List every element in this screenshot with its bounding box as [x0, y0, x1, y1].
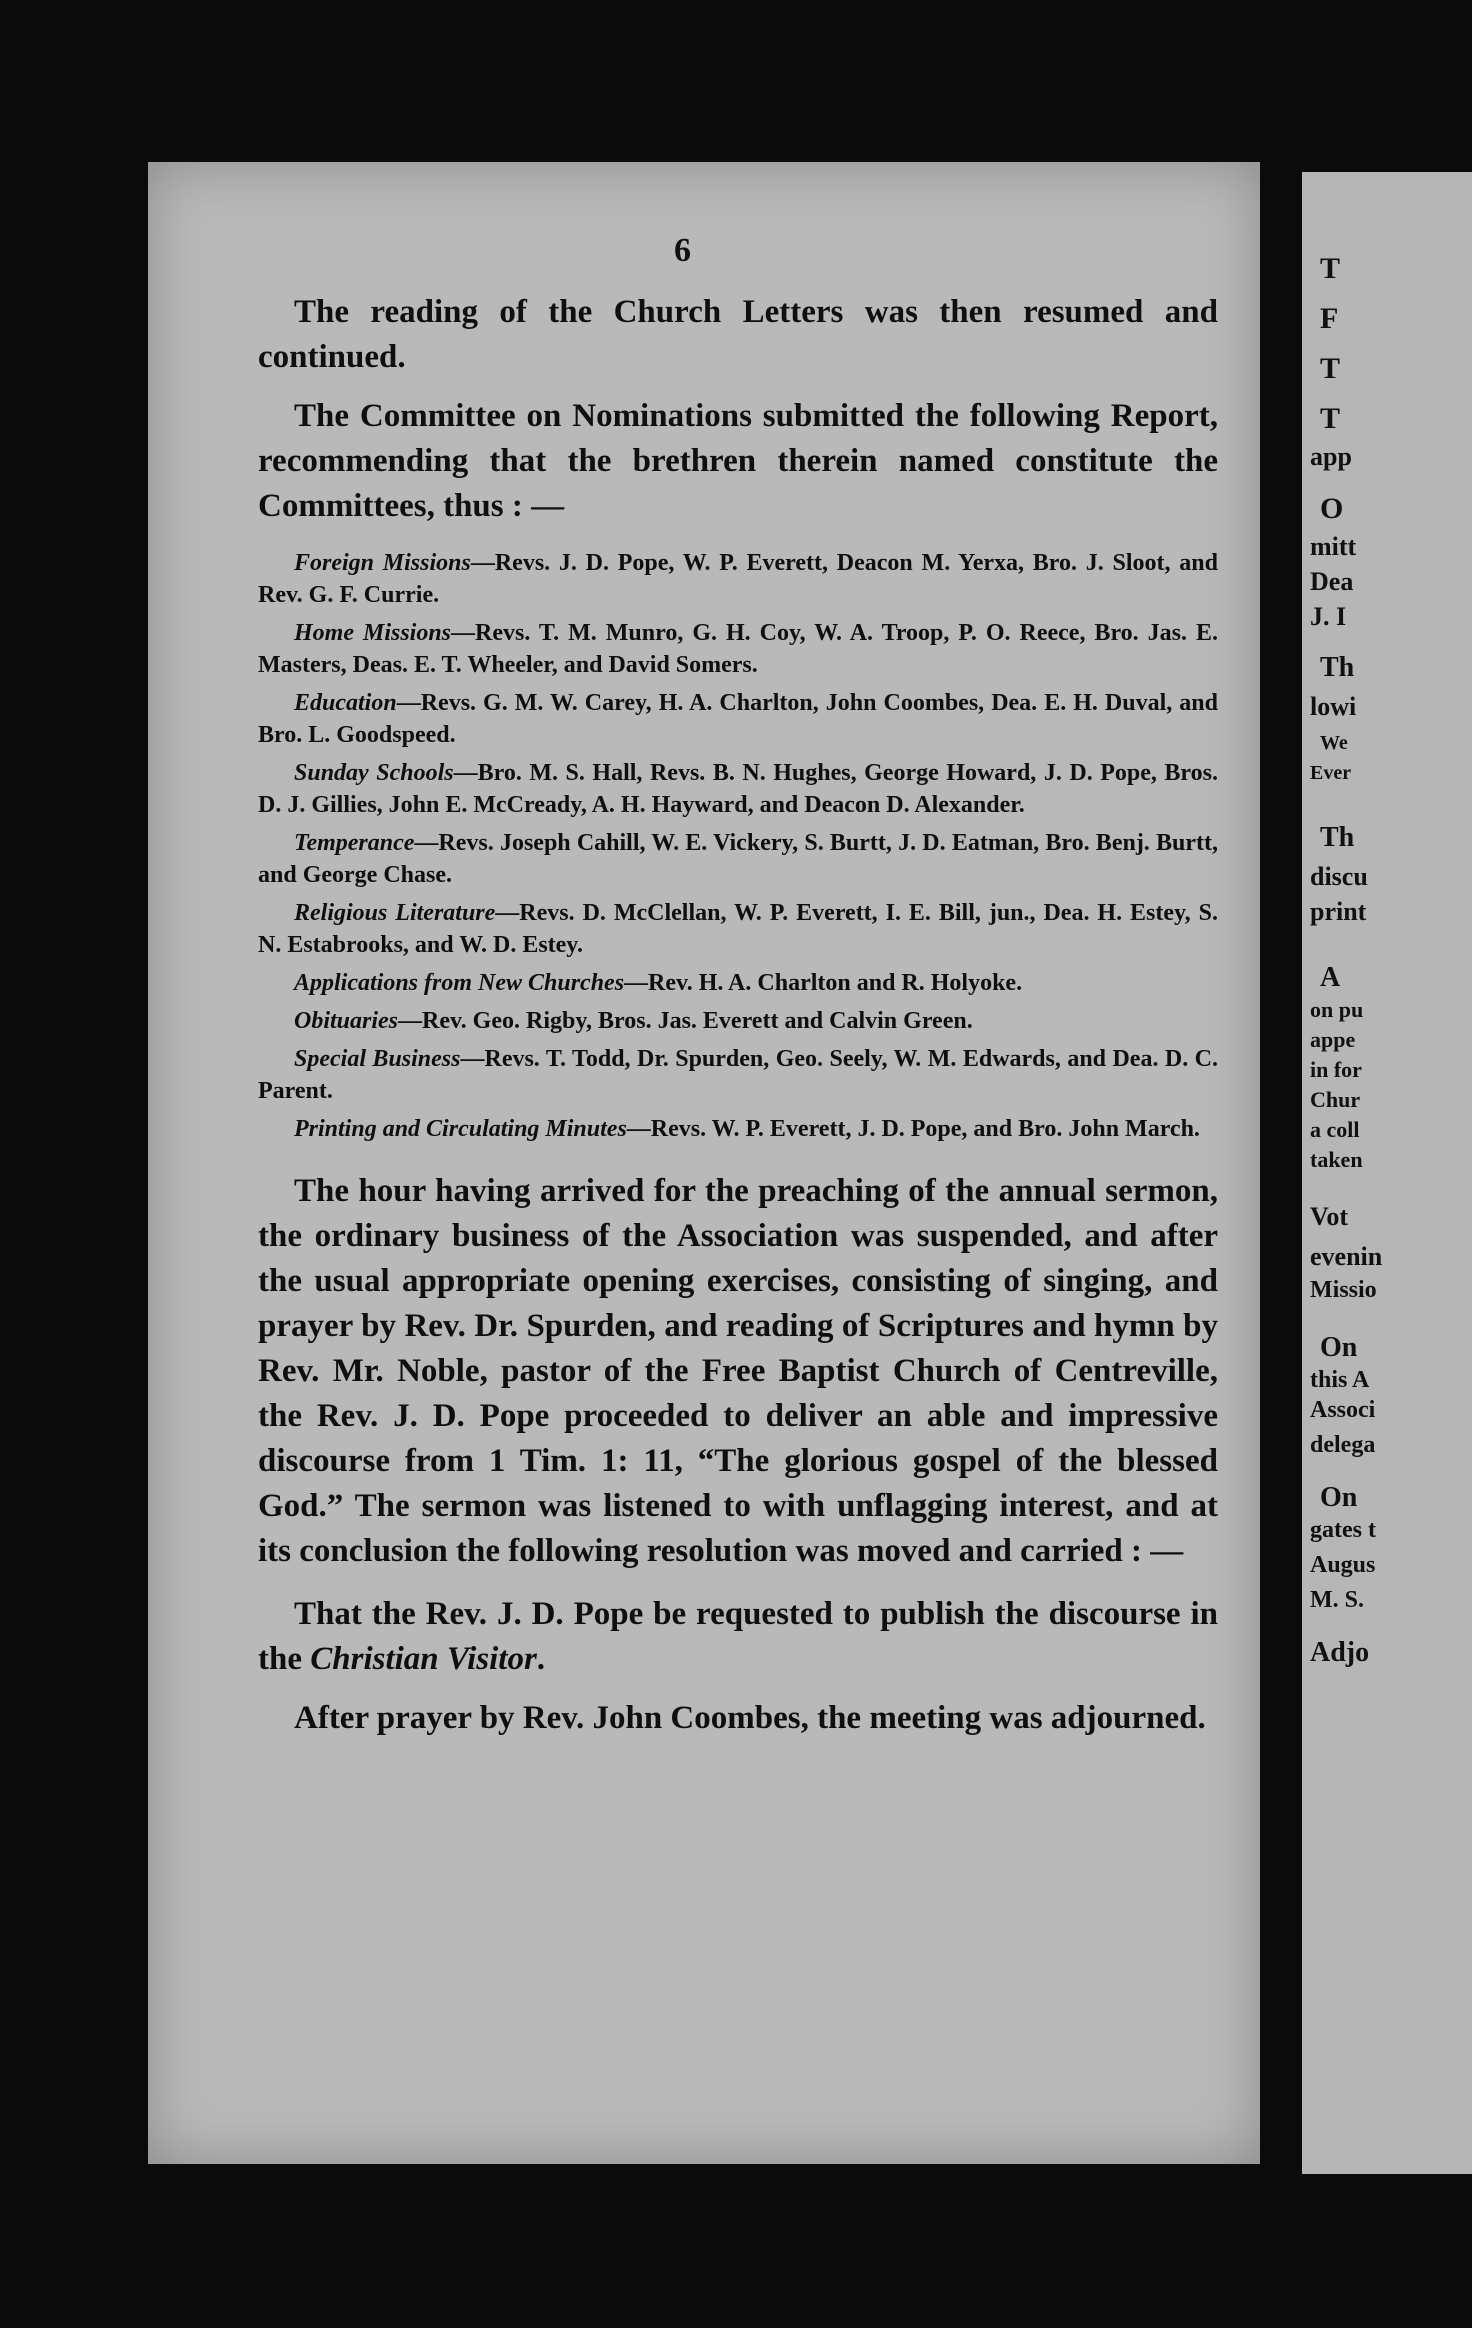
committee-members: —Revs. D. McClellan, W. P. Everett, I. E. Bill, jun., Dea. H. Estey, S. N. Estabrooks, and W. D. Estey. [258, 900, 1218, 958]
adjacent-page-fragment: Vot [1310, 1202, 1349, 1231]
committee-entry [258, 757, 1218, 821]
committee-members: —Revs. W. P. Everett, J. D. Pope, and Bro. John March. [626, 1116, 1200, 1142]
adjacent-page-fragment: A [1320, 962, 1341, 993]
adjacent-page-fragment: lowi [1310, 692, 1357, 721]
committee-members: —Rev. H. A. Charlton and R. Holyoke. [624, 970, 1023, 996]
committee-members: —Revs. Joseph Cahill, W. E. Vickery, S. Burtt, J. D. Eatman, Bro. Benj. Burtt, and George Chase. [258, 830, 1218, 888]
committee-entry [258, 827, 1218, 891]
committee-members: —Revs. T. M. Munro, G. H. Coy, W. A. Troop, P. O. Reece, Bro. Jas. E. Masters, Deas. E. T. Wheeler, and David Somers. [258, 620, 1218, 678]
adjacent-page-edge [1302, 172, 1472, 2174]
adjacent-page-fragment: On [1320, 1482, 1358, 1513]
committee-entry [258, 1005, 1218, 1037]
adjacent-page-fragment: in for [1310, 1057, 1362, 1082]
committee-members: —Bro. M. S. Hall, Revs. B. N. Hughes, George Howard, J. D. Pope, Bros. D. J. Gillies, John E. McCready, A. H. Hayward, and Deacon D. Alexander. [258, 760, 1218, 818]
committee-entry [258, 687, 1218, 751]
committee-name: Sunday Schools [294, 760, 454, 786]
adjacent-page-fragment: On [1320, 1332, 1358, 1363]
adjacent-page-fragment: print [1310, 897, 1367, 926]
committee-entry [258, 1113, 1218, 1145]
page-content [258, 290, 1218, 1755]
committee-members: —Revs. T. Todd, Dr. Spurden, Geo. Seely, W. M. Edwards, and Dea. D. C. Parent. [258, 1046, 1218, 1104]
adjacent-page-fragment: taken [1310, 1147, 1363, 1172]
committee-members: —Revs. G. M. W. Carey, H. A. Charlton, John Coombes, Dea. E. H. Duval, and Bro. L. Goodspeed. [258, 690, 1218, 748]
committee-name: Religious Literature [294, 900, 496, 926]
adjacent-page-fragment: Chur [1310, 1087, 1361, 1112]
committee-entry [258, 547, 1218, 611]
adjacent-page-fragment: M. S. [1310, 1587, 1364, 1613]
resolution-text: That the Rev. J. D. Pope be requested to publish the discourse in the [258, 1596, 1218, 1677]
adjacent-page-fragment: discu [1310, 862, 1368, 891]
publication-name: Christian Visitor [310, 1641, 537, 1677]
adjacent-page-fragment: delega [1310, 1432, 1376, 1458]
committee-members: —Rev. Geo. Rigby, Bros. Jas. Everett and Calvin Green. [398, 1008, 973, 1034]
adjacent-page-fragment: Th [1320, 822, 1355, 853]
adjacent-page-fragment: mitt [1310, 532, 1357, 561]
resolution-end: . [536, 1641, 546, 1677]
committee-name: Special Business [294, 1046, 461, 1072]
adjacent-page-fragment: on pu [1310, 997, 1364, 1022]
adjacent-page-fragment: T [1320, 352, 1341, 385]
adjacent-page-fragment: app [1310, 442, 1352, 471]
committee-name: Obituaries [294, 1008, 399, 1034]
paragraph-nominations-report: The Committee on Nominations submitted the following Report, recommending that the brethren therein named constitute the Committees, thus : — [258, 398, 1218, 524]
adjacent-page-fragment: Th [1320, 652, 1355, 683]
adjacent-page-fragment: Adjo [1310, 1637, 1370, 1668]
committee-name: Foreign Missions [294, 550, 471, 576]
committee-entry [258, 967, 1218, 999]
committee-list [258, 547, 1218, 1145]
paragraph-adjourned: After prayer by Rev. John Coombes, the meeting was adjourned. [294, 1700, 1206, 1736]
committee-members: —Revs. J. D. Pope, W. P. Everett, Deacon M. Yerxa, Bro. J. Sloot, and Rev. G. F. Currie. [258, 550, 1218, 608]
adjacent-page-fragment: Ever [1310, 762, 1352, 784]
committee-name: Home Missions [294, 620, 452, 646]
adjacent-page-fragment: Dea [1310, 567, 1354, 596]
committee-name: Education [294, 690, 397, 716]
adjacent-page-fragment: Associ [1310, 1397, 1376, 1423]
adjacent-page-fragment: appe [1310, 1027, 1356, 1052]
document-page [148, 162, 1260, 2164]
adjacent-page-fragment: J. I [1310, 602, 1347, 631]
committee-entry [258, 617, 1218, 681]
adjacent-page-fragment: gates t [1310, 1517, 1376, 1543]
adjacent-page-fragment: T [1320, 252, 1341, 285]
adjacent-page-fragment: this A [1310, 1367, 1370, 1393]
committee-entry [258, 897, 1218, 961]
adjacent-page-fragment: T [1320, 402, 1341, 435]
committee-name: Temperance [294, 830, 415, 856]
paragraph-sermon: The hour having arrived for the preaching of the annual sermon, the ordinary business of the Association was suspended, and after the usual appropriate opening exercises, consisting of singing, and prayer by Rev. Dr. Spurden, and reading of Scriptures and hymn by Rev. Mr. Noble, pastor of the Free Baptist Church of Centreville, the Rev. J. D. Pope proceeded to deliver an able and impressive discourse from 1 Tim. 1: 11, “The glorious gospel of the blessed God.” The sermon was listened to with unflagging interest, and at its conclusion the following resolution was moved and carried : — [258, 1173, 1218, 1569]
adjacent-page-fragment: F [1320, 302, 1339, 335]
adjacent-page-fragment: Missio [1310, 1277, 1377, 1303]
adjacent-page-fragment: Augus [1310, 1552, 1376, 1578]
adjacent-page-fragment: O [1320, 492, 1344, 525]
paragraph-church-letters: The reading of the Church Letters was then resumed and continued. [258, 294, 1218, 375]
adjacent-page-fragment: evenin [1310, 1242, 1383, 1271]
adjacent-page-fragment: a coll [1310, 1117, 1360, 1142]
adjacent-page-fragment: We [1320, 732, 1348, 754]
committee-entry [258, 1043, 1218, 1107]
committee-name: Applications from New Churches [294, 970, 625, 996]
committee-name: Printing and Circulating Minutes [294, 1116, 627, 1142]
resolution-paragraph [258, 1592, 1218, 1682]
page-number: 6 [674, 232, 691, 269]
